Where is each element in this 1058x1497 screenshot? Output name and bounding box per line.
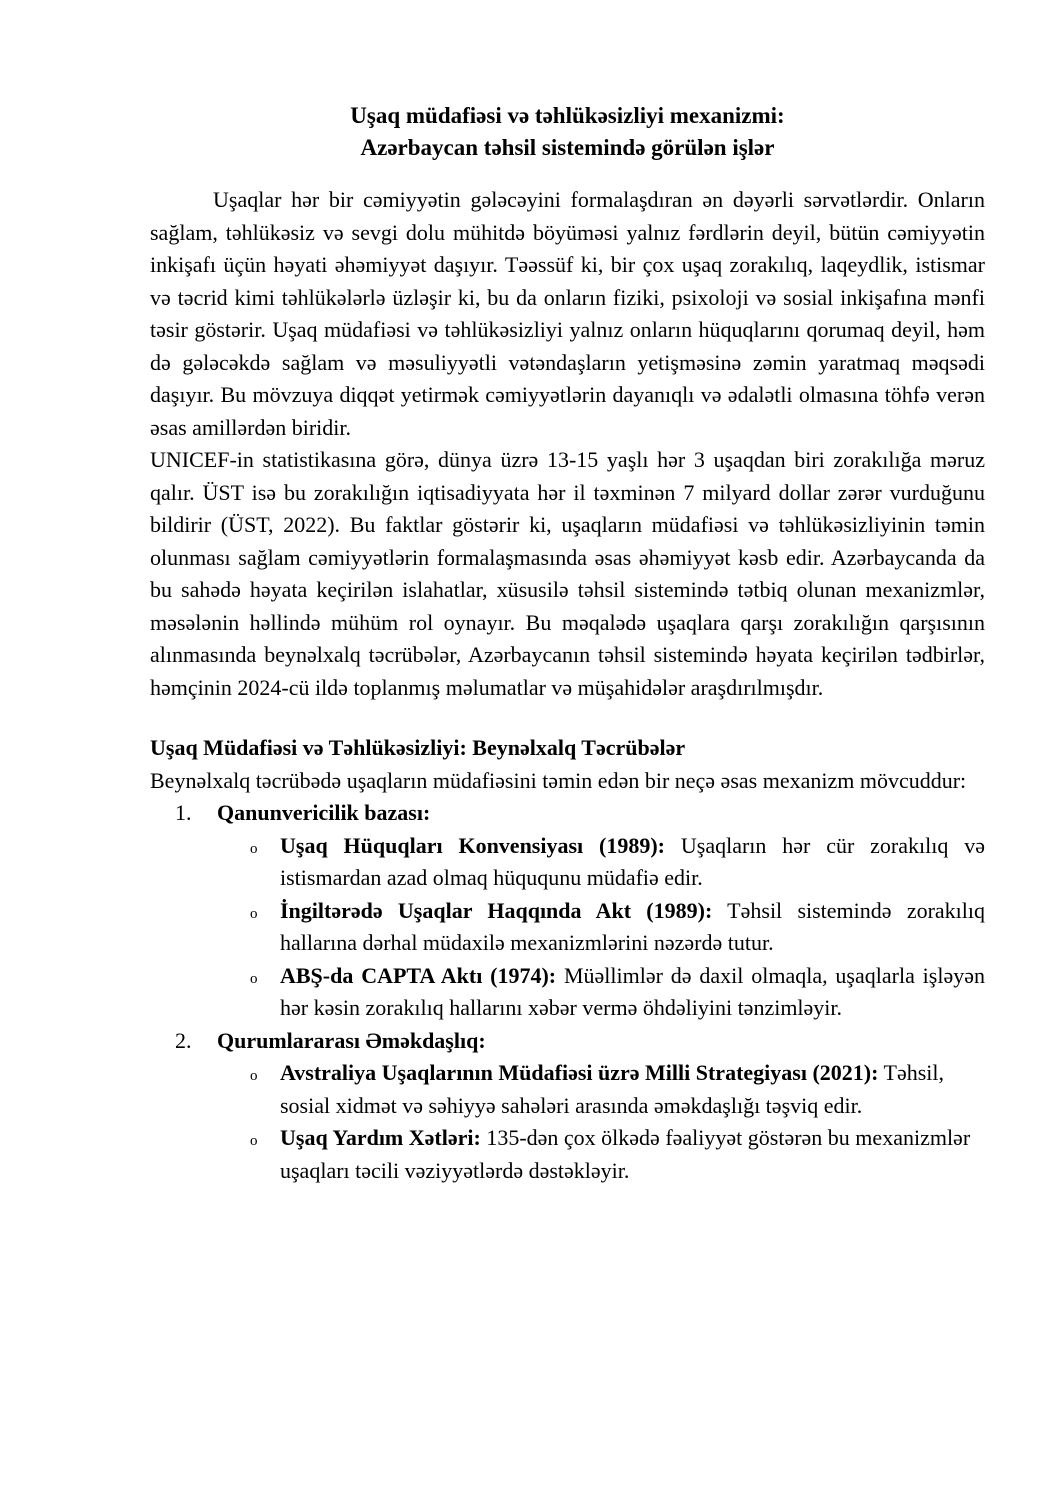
sublist-item-title: İngiltərədə Uşaqlar Haqqında Akt (1989): xyxy=(280,897,713,923)
sublist-item-title: Uşaq Hüquqları Konvensiyası (1989): xyxy=(280,832,665,858)
sublist-item-title: Avstraliya Uşaqlarının Müdafiəsi üzrə Milli Strategiyası (2021): xyxy=(280,1060,879,1085)
sublist-item xyxy=(217,960,985,1025)
sublist-item-text: Təhsil sistemində zorakılıq hallarına dərhal müdaxilə mexanizmlərini nəzərdə tutur. xyxy=(280,897,986,955)
list-number: 2. xyxy=(175,1027,192,1053)
circle-bullet-icon: o xyxy=(250,1068,258,1084)
list-item-title: Qurumlararası Əməkdaşlıq: xyxy=(217,1027,486,1053)
circle-bullet-icon: o xyxy=(250,840,258,857)
sublist-item-title: ABŞ-da CAPTA Aktı (1974): xyxy=(280,962,557,988)
sublist-item-title: Uşaq Yardım Xətləri: xyxy=(280,1125,481,1150)
section-heading: Uşaq Müdafiəsi və Təhlükəsizliyi: Beynəlxalq Təcrübələr xyxy=(150,735,686,760)
sublist-item xyxy=(217,830,985,895)
list-item-legislation xyxy=(150,797,985,1025)
intro-paragraph-1: Uşaqlar hər bir cəmiyyətin gələcəyini formalaşdıran ən dəyərli sərvətlərdir. Onların sağlam, təhlükəsiz və sevgi dolu mühitdə böyüməsi yalnız fərdlərin deyil, bütün cəmiyyətin inkişafı üçün həyati əhəmiyyət daşıyır. Təəssüf ki, bir çox uşaq zorakılıq, laqeydlik, istismar və təcrid kimi təhlükələrlə üzləşir ki, bu da onların fiziki, psixoloji və sosial inkişafına mənfi təsir göstərir. Uşaq müdafiəsi və təhlükəsizliyi yalnız onların hüquqlarını qorumaq deyil, həm də gələcəkdə sağlam və məsuliyyətli vətəndaşların yetişməsinə zəmin yaratmaq məqsədi daşıyır. Bu mövzuya diqqət yetirmək cəmiyyətlərin dayanıqlı və ədalətli olmasına töhfə verən əsas amillərdən biridir. xyxy=(150,187,985,440)
intro-paragraph-2: UNICEF-in statistikasına görə, dünya üzrə 13-15 yaşlı hər 3 uşaqdan biri zorakılığa məruz qalır. ÜST isə bu zorakılığın iqtisadiyyata hər il təxminən 7 milyard dollar zərər vurduğunu bildirir (ÜST, 2022). Bu faktlar göstərir ki, uşaqların müdafiəsi və təhlükəsizliyinin təmin olunması sağlam cəmiyyətlərin formalaşmasında əsas əhəmiyyət kəsb edir. Azərbaycanda da bu sahədə həyata keçirilən islahatlar, xüsusilə təhsil sistemində tətbiq olunan mexanizmlər, məsələnin həllində mühüm rol oynayır. Bu məqalədə uşaqlara qarşı zorakılığın qarşısının alınmasında beynəlxalq təcrübələr, Azərbaycanın təhsil sistemində həyata keçirilən tədbirlər, həmçinin 2024-cü ildə toplanmış məlumatlar və müşahidələr araşdırılmışdır. xyxy=(150,447,985,700)
list-item-cooperation xyxy=(150,1025,985,1188)
list-number: 1. xyxy=(175,800,192,825)
sublist xyxy=(217,830,985,1025)
sublist-item-text: 135-dən çox ölkədə fəaliyyət göstərən bu mexanizmlər uşaqları təcili vəziyyətlərdə dəstəkləyir. xyxy=(280,1125,971,1183)
circle-bullet-icon: o xyxy=(250,905,258,922)
sublist-item-text: Təhsil, sosial xidmət və səhiyyə sahələri arasında əməkdaşlığı təşviq edir. xyxy=(280,1060,945,1118)
sublist-item xyxy=(217,1057,985,1122)
sublist-item xyxy=(217,1122,985,1187)
circle-bullet-icon: o xyxy=(250,970,258,987)
spacer xyxy=(150,704,985,732)
sublist-item xyxy=(217,895,985,960)
document-title xyxy=(150,100,985,164)
sublist-item-text: Müəllimlər də daxil olmaqla, uşaqlarla işləyən hər kəsin zorakılıq hallarını xəbər vermə öhdəliyini tənzimləyir. xyxy=(280,962,985,1020)
sublist xyxy=(217,1057,985,1187)
sublist-item-text: Uşaqların hər cür zorakılıq və istismardan azad olmaq hüququnu müdafiə edir. xyxy=(280,832,985,890)
list-item-title: Qanunvericilik bazası: xyxy=(217,800,431,825)
title-line-1: Uşaq müdafiəsi və təhlükəsizliyi mexanizmi: xyxy=(350,103,785,128)
circle-bullet-icon: o xyxy=(250,1133,258,1149)
section-lead: Beynəlxalq təcrübədə uşaqların müdafiəsini təmin edən bir neçə əsas mexanizm mövcuddur: xyxy=(150,767,967,793)
title-line-2: Azərbaycan təhsil sistemində görülən işlər xyxy=(360,135,775,160)
mechanism-list xyxy=(150,797,985,1187)
document-page xyxy=(150,100,985,1187)
